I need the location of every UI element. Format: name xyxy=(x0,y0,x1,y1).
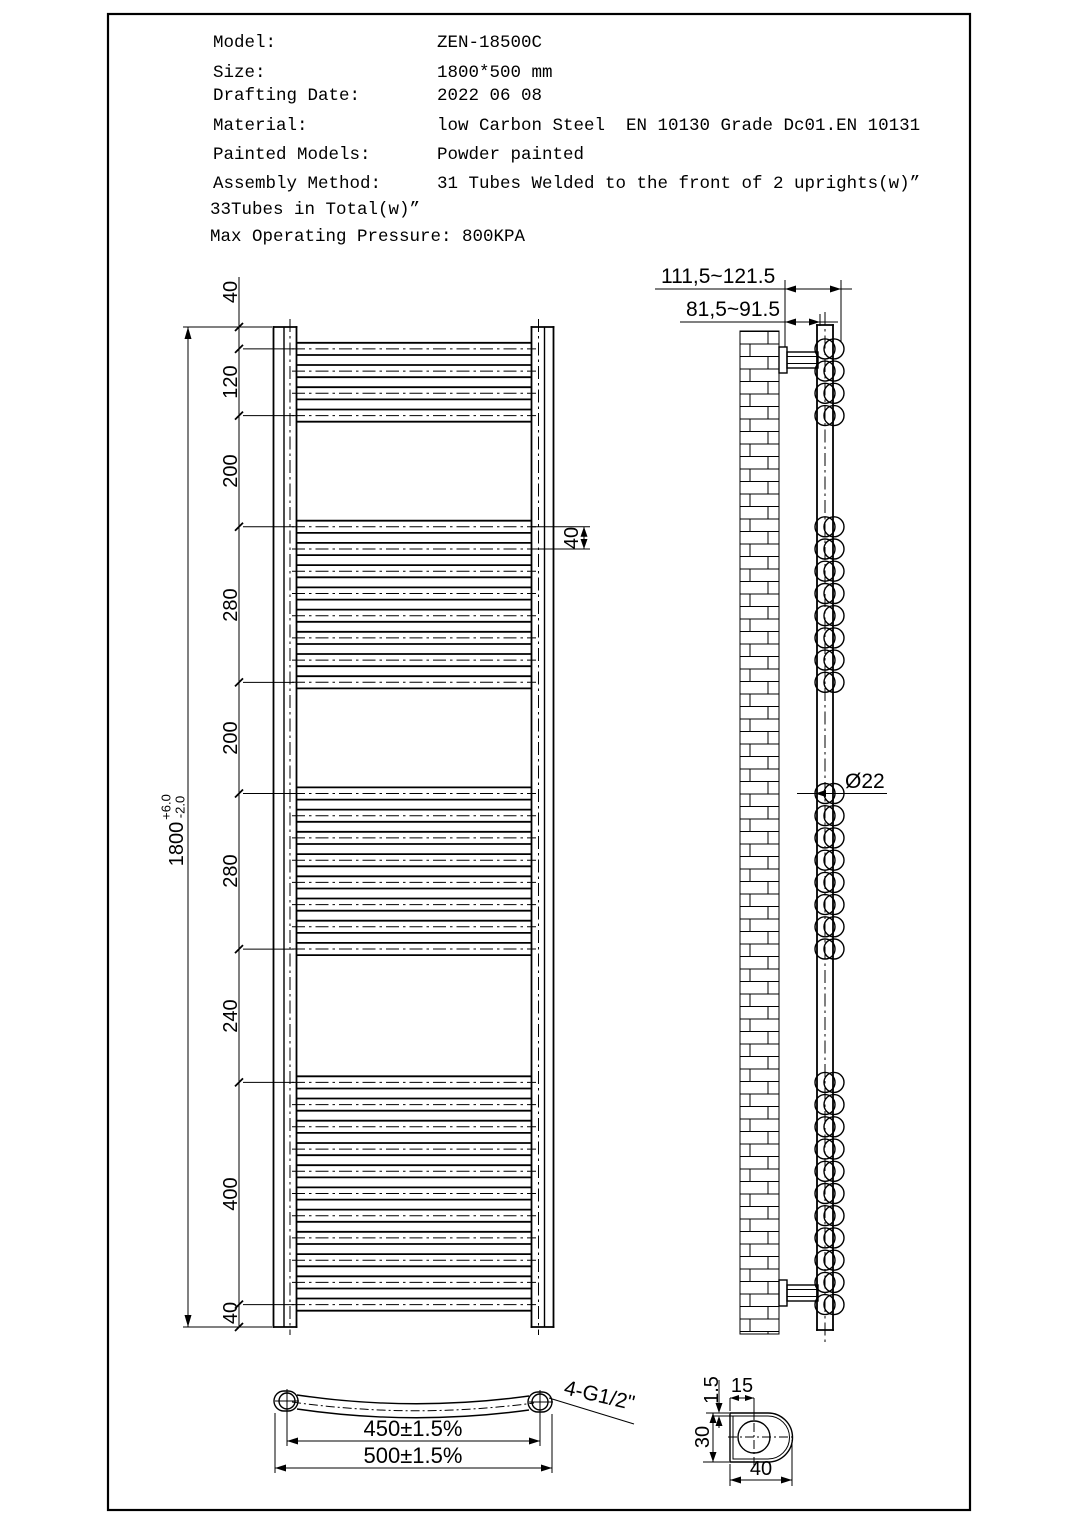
side-profile xyxy=(817,312,833,1342)
overall-height-dimension xyxy=(159,327,272,1327)
tube-end-circle xyxy=(824,1206,844,1226)
detail-width-value: 40 xyxy=(749,1458,773,1480)
chain-dim-200a: 200 xyxy=(220,454,242,488)
tube-end-circle xyxy=(824,1139,844,1159)
tube-end-circle xyxy=(824,806,844,826)
detail-wall-value: 1.5 xyxy=(701,1376,723,1404)
chain-dim-400: 400 xyxy=(220,1177,242,1211)
tube-end-circle xyxy=(824,606,844,626)
tube-end-circle xyxy=(824,383,844,403)
overall-height-tol-minus: -2.0 xyxy=(172,795,188,819)
tube-end-circle xyxy=(824,672,844,692)
overall-width-value: 500±1.5% xyxy=(363,1443,463,1468)
spec-value: low Carbon Steel EN 10130 Grade Dc01.EN 10131 xyxy=(437,116,921,136)
chain-dim-280a: 280 xyxy=(220,588,242,622)
detail-offset-value: 15 xyxy=(730,1375,754,1397)
spec-label: Model: xyxy=(213,33,277,53)
wall-section xyxy=(740,331,779,1334)
tube-end-circle xyxy=(824,917,844,937)
tube-diameter-value: Ø22 xyxy=(845,770,885,793)
detail-offset-dimension xyxy=(730,1375,754,1418)
detail-wall-dimension xyxy=(701,1376,733,1428)
tube-end-circle xyxy=(824,1228,844,1248)
tube-end-circle xyxy=(824,650,844,670)
tube-end-circle xyxy=(824,872,844,892)
chain-dim-120: 120 xyxy=(220,365,242,399)
chain-dim-40-bot: 40 xyxy=(220,1301,242,1325)
tube-end-circle xyxy=(824,1295,844,1315)
tube-end-circle xyxy=(824,517,844,537)
tube-pitch-dimension xyxy=(531,527,590,549)
detail-depth-value: 30 xyxy=(692,1425,714,1449)
wall-bracket-bottom xyxy=(779,1280,818,1306)
spec-value: 31 Tubes Welded to the front of 2 uprights(w)” xyxy=(437,174,921,194)
front-view xyxy=(159,277,590,1335)
overall-height-tol-plus: +6.0 xyxy=(158,794,174,820)
tube-end-circle xyxy=(824,561,844,581)
spec-label: Painted Models: xyxy=(213,145,371,165)
wall-to-front-value: 111,5~121.5 xyxy=(661,265,776,288)
spec-value: Powder painted xyxy=(437,145,585,165)
tube-end-circle xyxy=(824,850,844,870)
tube-end-circle xyxy=(824,1250,844,1270)
tube-end-circles xyxy=(815,339,844,1315)
tube-end-circle xyxy=(824,1184,844,1204)
spec-value: ZEN-18500C xyxy=(437,33,543,53)
detail-depth-dimension xyxy=(692,1413,729,1462)
detail-width-dimension xyxy=(730,1440,792,1486)
spec-label: Drafting Date: xyxy=(213,86,361,106)
tube-end-circle xyxy=(824,1161,844,1181)
chain-dim-40-top: 40 xyxy=(220,280,242,304)
spec-label: Assembly Method: xyxy=(213,174,382,194)
chain-dim-280b: 280 xyxy=(220,854,242,888)
tube-end-circle xyxy=(824,539,844,559)
tube-end-circle xyxy=(824,1117,844,1137)
tube-end-circle xyxy=(824,406,844,426)
tube-end-circle xyxy=(824,1272,844,1292)
tube-end-circle xyxy=(824,584,844,604)
chain-dim-240: 240 xyxy=(220,999,242,1033)
spec-label: Material: xyxy=(213,116,308,136)
tube-end-circle xyxy=(824,361,844,381)
spec-value: 2022 06 08 xyxy=(437,86,543,106)
spec-block xyxy=(210,33,920,247)
wall-to-center-value: 81,5~91.5 xyxy=(686,298,781,321)
chain-dimension xyxy=(220,277,294,1331)
spec-pressure-line: Max Operating Pressure: 800KPA xyxy=(210,227,526,247)
tube-pitch-value: 40 xyxy=(561,526,583,550)
chain-dim-200b: 200 xyxy=(220,721,242,755)
spec-value: 1800*500 mm xyxy=(437,63,553,83)
left-upright xyxy=(274,319,297,1335)
tube-end-circle xyxy=(824,939,844,959)
tube-array xyxy=(292,343,536,1311)
right-upright xyxy=(532,319,554,1335)
tube-diameter-callout xyxy=(797,770,887,797)
centers-dim-value: 450±1.5% xyxy=(363,1416,463,1441)
side-view xyxy=(655,265,887,1342)
connection-value: 4-G1/2" xyxy=(561,1376,637,1415)
wall-bracket-top xyxy=(779,347,818,373)
spec-label: Size: xyxy=(213,63,266,83)
tube-end-circle xyxy=(824,828,844,848)
overall-height-value: 1800 xyxy=(166,821,188,867)
spec-extra-line: 33Tubes in Total(w)” xyxy=(210,200,421,220)
tube-end-circle xyxy=(824,895,844,915)
connection-callout xyxy=(549,1376,637,1424)
curved-tube xyxy=(292,1395,534,1418)
top-view xyxy=(274,1376,637,1473)
tube-end-circle xyxy=(824,1072,844,1092)
tube-end-circle xyxy=(824,1095,844,1115)
detail-view xyxy=(692,1375,794,1486)
tube-end-circle xyxy=(824,628,844,648)
